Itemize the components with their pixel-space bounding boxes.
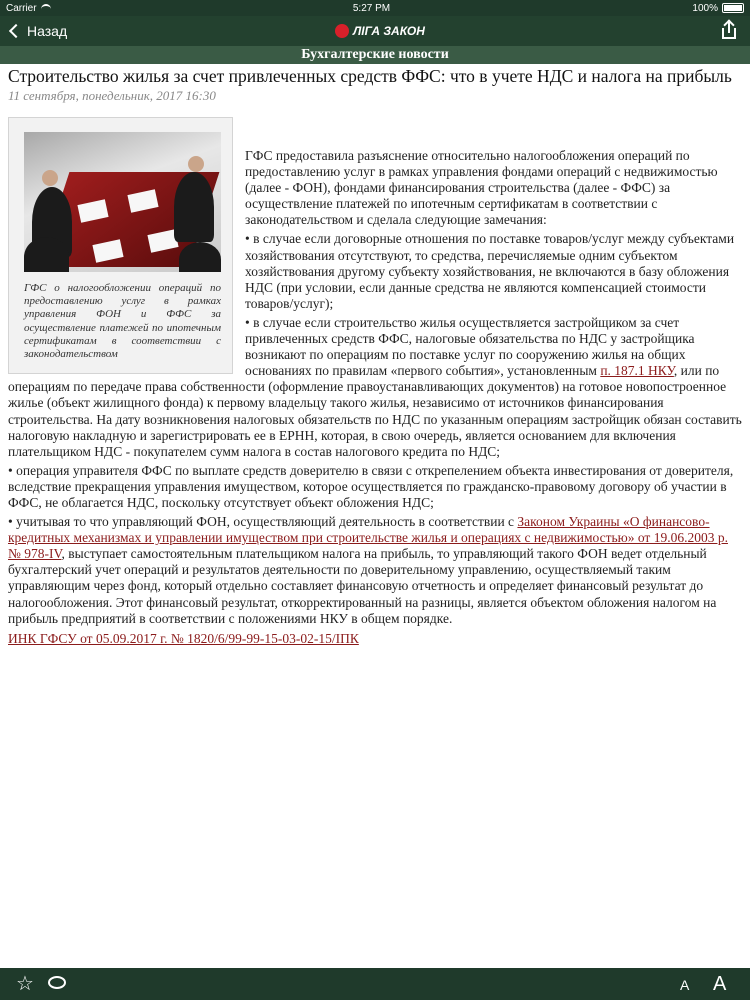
share-icon[interactable] [722,21,736,39]
battery-icon [722,3,744,13]
article [8,66,742,648]
app-logo [335,20,425,42]
source-document-link[interactable]: ИНК ГФСУ от 05.09.2017 г. № 1820/6/99-99-15-03-02-15/ІПК [8,630,359,646]
comment-icon[interactable] [48,976,66,989]
paragraph: • операция управителя ФФС по выплате средств доверителю в связи с открепелением объекта инвестирования от доверителя, вследствие прекращения управления имуществом, которое осуществляется по гражданско-правовому договору об участии в ФФС, не облагается НДС, поскольку отсутствует объект обложения НДС; [8,462,734,510]
battery-fill [724,5,742,11]
wifi-icon [41,4,51,12]
paragraph: • в случае если строительство жилья осуществляется застройщиком за счет привлеченных средств ФФС, налоговые обязательства по НДС у застройщика возникают по операциям по поставке услуг по сооружению жилья на общих основаниях по правилам «первого события», установленным п. 187.1 НКУ, или по операциям по передаче права собственности (оформление правоустанавливающих документов) на готовое новопостроенное жилье (объект жилищного фонда) к первому владельцу такого жилья, независимо от источников финансирования строительства. На дату возникновения налоговых обязательств по НДС по указанным операциям застройщик обязан составить налоговую накладную и зарегистрировать ее в ЕРНН, которая, в свою очередь, является основанием для включения плательщиком НДС - покупателем сумм налога в состав налогового кредита по НДС; [8,314,742,459]
nku-link[interactable]: п. 187.1 НКУ [600,363,674,379]
paragraph: ГФС предоставила разъяснение относительно налогообложения операций по предоставлению услуг в рамках управления фондами операций с недвижимостью (далее - ФОН), фондами финансирования строительства (далее - ФФС) за осуществление платежей по ипотечным сертификатам в соответствии с законодательством и сделала следующие замечания: [245,148,718,228]
battery-percent: 100% [692,2,718,14]
back-label: Назад [27,23,68,39]
chevron-left-icon [9,24,23,38]
paragraph: • учитывая то что управляющий ФОН, осуществляющий деятельность в соответствии с Законом Украины «О финансово-кредитных механизмах и управлении имуществом при строительстве жилья и операциях с недвижимостью» от 19.06.2003 р. № 978-IV, выступает самостоятельным плательщиком налога на прибыль, то управляющий такого ФОН ведет отдельный бухгалтерский учет операций и результатов деятельности по доверительному управлению, осуществляемый таким управляющим через фонд, который отдельно составляет финансовую отчетность и определяет финансовый результат до налогообложения. Этот финансовый результат, откорректированный на разницы, является объектом обложения налогом на прибыль предприятий в соответствии с положениями НКУ в общем порядке. [8,514,728,626]
status-bar [0,0,750,16]
section-title: Бухгалтерские новости [0,46,750,64]
font-increase-button[interactable]: A [713,973,727,995]
liga-logo-icon [335,24,349,38]
status-left [6,3,51,14]
article-photo [24,132,221,272]
font-decrease-button[interactable]: A [680,977,690,993]
law-link[interactable]: Законом Украины «О финансово-кредитных механизмах и управлении имуществом при строительстве жилья и операциях с недвижимостью» от 19.06.2003 р. № 978-IV [8,514,728,562]
logo-text: ЛIГА ЗАКОН [353,24,425,38]
article-title: Строительство жилья за счет привлеченных средств ФФС: что в учете НДС и налога на прибыль [8,66,732,86]
paragraph: • в случае если договорные отношения по поставке товаров/услуг между субъектами хозяйствования отсутствуют, то средства, перечисляемые одним субъектом хозяйствования другому субъекту хозяйствования, не включаются в базу обложения НДС (при условии, если данные средства не являются компенсацией стоимости товаров/услуг); [245,231,735,311]
figure-caption: ГФС о налогообложении операций по предоставлению услуг в рамках управления ФОН и ФФС за осуществление платежей по ипотечным сертификатам в соответствии с законодательством [24,282,221,361]
nav-bar [0,16,750,46]
status-right [692,3,744,14]
article-figure [8,117,233,374]
star-icon[interactable]: ☆ [16,973,34,995]
status-time: 5:27 PM [352,2,391,14]
bottom-toolbar [0,968,750,1000]
article-date: 11 сентября, понедельник, 2017 16:30 [8,88,216,103]
carrier-label: Carrier [6,2,37,14]
back-button[interactable] [8,20,67,42]
